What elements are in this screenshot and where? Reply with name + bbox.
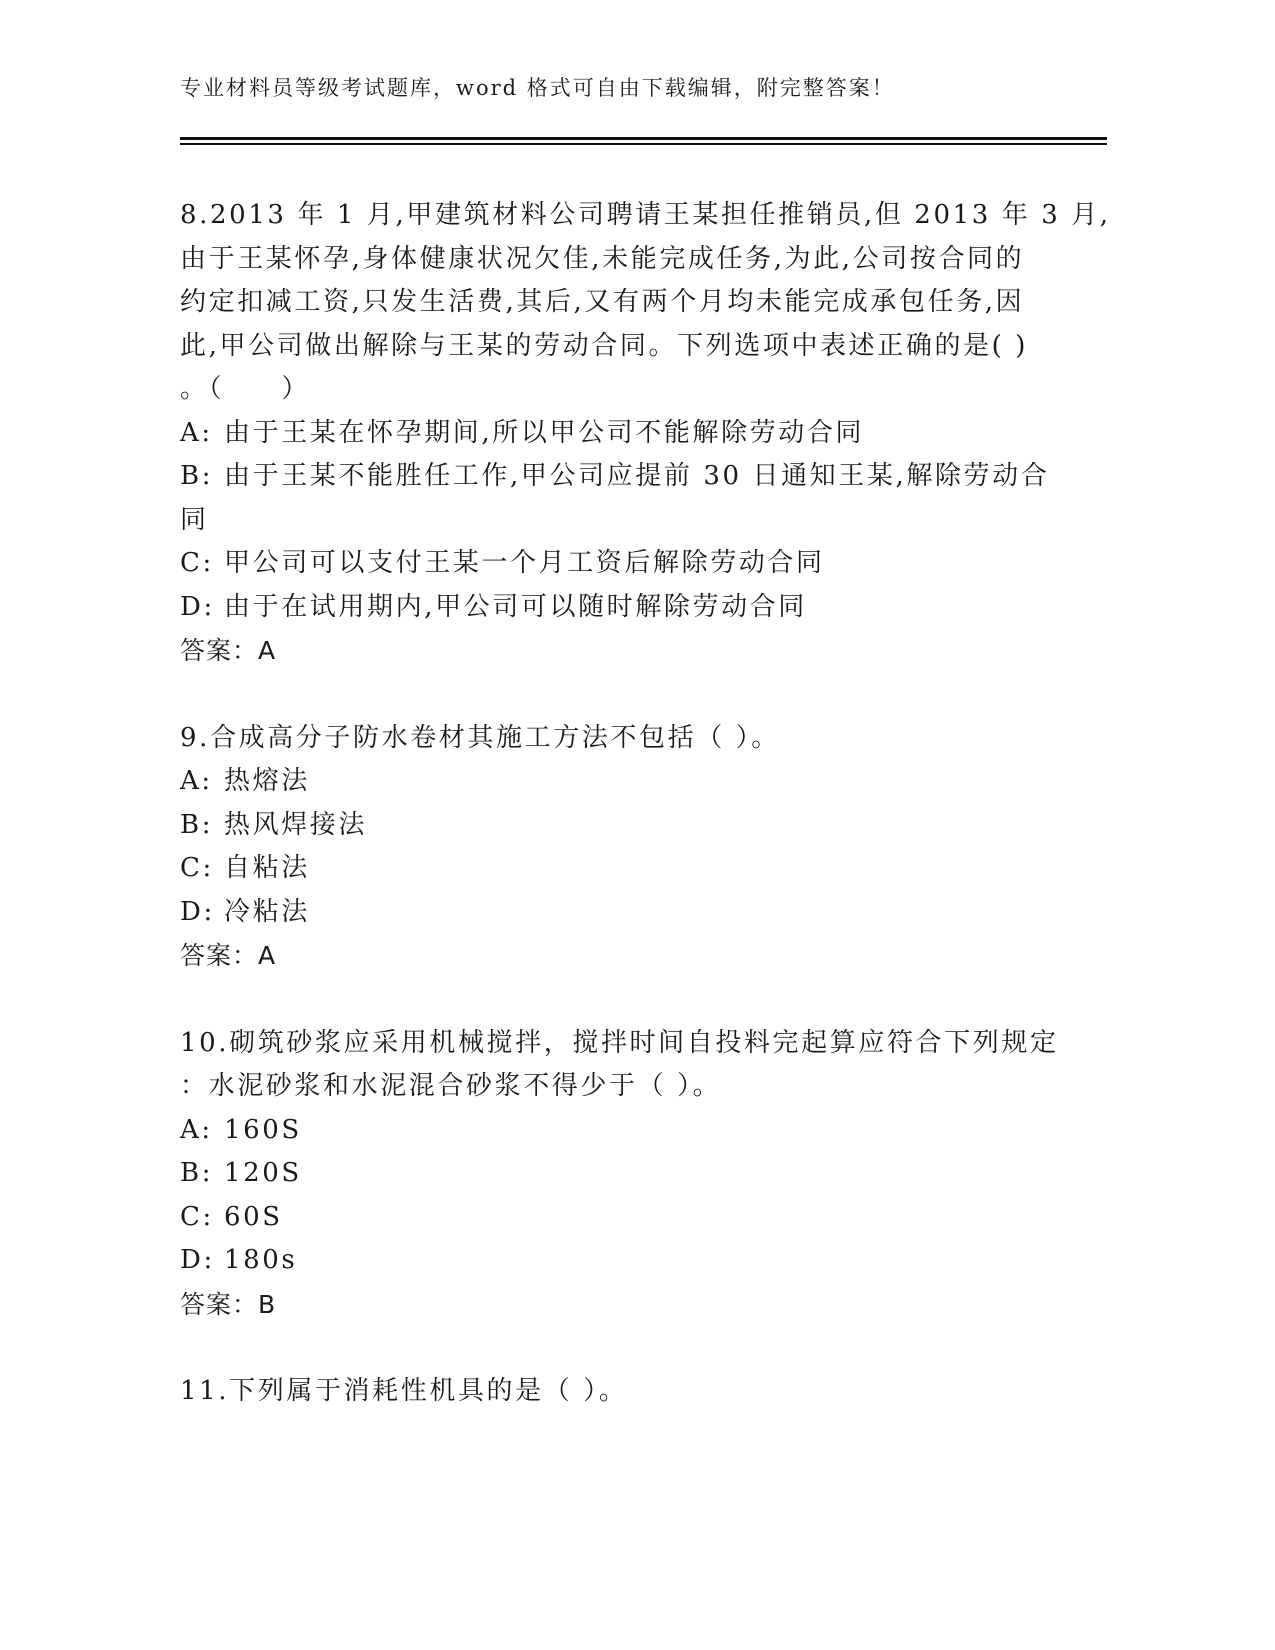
answer: 答案：A (180, 941, 277, 970)
option-text: 热风焊接法 (224, 809, 368, 840)
option-text: 甲公司可以支付王某一个月工资后解除劳动合同 (224, 548, 825, 578)
stem-line: 10.砌筑砂浆应采用机械搅拌，搅拌时间自投料完起算应符合下列规定 (180, 1027, 1059, 1058)
option-key: D: (180, 1245, 215, 1275)
question-9 (180, 717, 1060, 978)
option-c (180, 847, 1060, 891)
option-b (180, 804, 1060, 848)
option-text: 180s (224, 1245, 298, 1275)
option-a (180, 760, 1060, 804)
question-stem (180, 1370, 1060, 1414)
question-stem (180, 194, 1111, 412)
option-c (180, 542, 1060, 586)
option-key: A: (180, 417, 213, 448)
answer: 答案：B (180, 1289, 277, 1319)
option-b-continuation: 同 (180, 504, 209, 535)
option-a (180, 1109, 1060, 1153)
question-8 (180, 194, 1111, 673)
option-key: C: (180, 548, 214, 578)
answer: 答案：A (180, 636, 277, 665)
question-list (180, 194, 1111, 1458)
header-rule-thin (180, 143, 1107, 145)
option-text: 由于王某在怀孕期间,所以甲公司不能解除劳动合同 (224, 417, 865, 448)
stem-line: 。（ ） (180, 374, 311, 404)
header-rule-thick (180, 137, 1107, 140)
option-text: 冷粘法 (224, 896, 310, 927)
option-text: 热熔法 (224, 766, 310, 796)
option-text: 自粘法 (224, 853, 310, 883)
question-stem (180, 717, 1060, 761)
option-d (180, 1239, 1060, 1283)
option-a (180, 412, 1060, 456)
option-d (180, 586, 1060, 630)
stem-line: 此,甲公司做出解除与王某的劳动合同。下列选项中表述正确的是( ) (180, 330, 1029, 361)
option-key: D: (180, 591, 215, 622)
stem-line: 由于王某怀孕,身体健康状况欠佳,未能完成任务,为此,公司按合同的 (180, 243, 1025, 274)
option-key: C: (180, 1201, 214, 1232)
option-d (180, 891, 1060, 935)
option-key: B: (180, 1158, 214, 1188)
option-text: 120S (224, 1158, 302, 1188)
option-text: 由于在试用期内,甲公司可以随时解除劳动合同 (224, 591, 807, 622)
question-stem (180, 1022, 1060, 1109)
option-b (180, 1152, 1060, 1196)
option-key: B: (180, 461, 214, 491)
stem-line: ：水泥砂浆和水泥混合砂浆不得少于（ ）。 (180, 1071, 722, 1101)
option-key: B: (180, 809, 214, 840)
question-11 (180, 1370, 1060, 1414)
option-key: A: (180, 766, 213, 796)
stem-line: 9.合成高分子防水卷材其施工方法不包括（ ）。 (180, 722, 780, 753)
option-key: D: (180, 896, 215, 927)
option-text: 60S (224, 1201, 283, 1232)
option-c (180, 1196, 1060, 1240)
stem-line: 约定扣减工资,只发生活费,其后,又有两个月均未能完成承包任务,因 (180, 287, 1025, 317)
option-key: C: (180, 853, 214, 883)
stem-line: 8.2013 年 1 月,甲建筑材料公司聘请王某担任推销员,但 2013 年 3 月, (180, 200, 1111, 230)
option-text: 由于王某不能胜任工作,甲公司应提前 30 日通知王某,解除劳动合 (224, 461, 1050, 491)
option-text: 160S (224, 1114, 302, 1145)
option-key: A: (180, 1114, 213, 1145)
question-10 (180, 1022, 1060, 1327)
stem-line: 11.下列属于消耗性机具的是（ ）。 (180, 1376, 628, 1406)
option-b (180, 455, 1060, 499)
page-header: 专业材料员等级考试题库，word 格式可自由下载编辑，附完整答案！ (180, 76, 895, 100)
